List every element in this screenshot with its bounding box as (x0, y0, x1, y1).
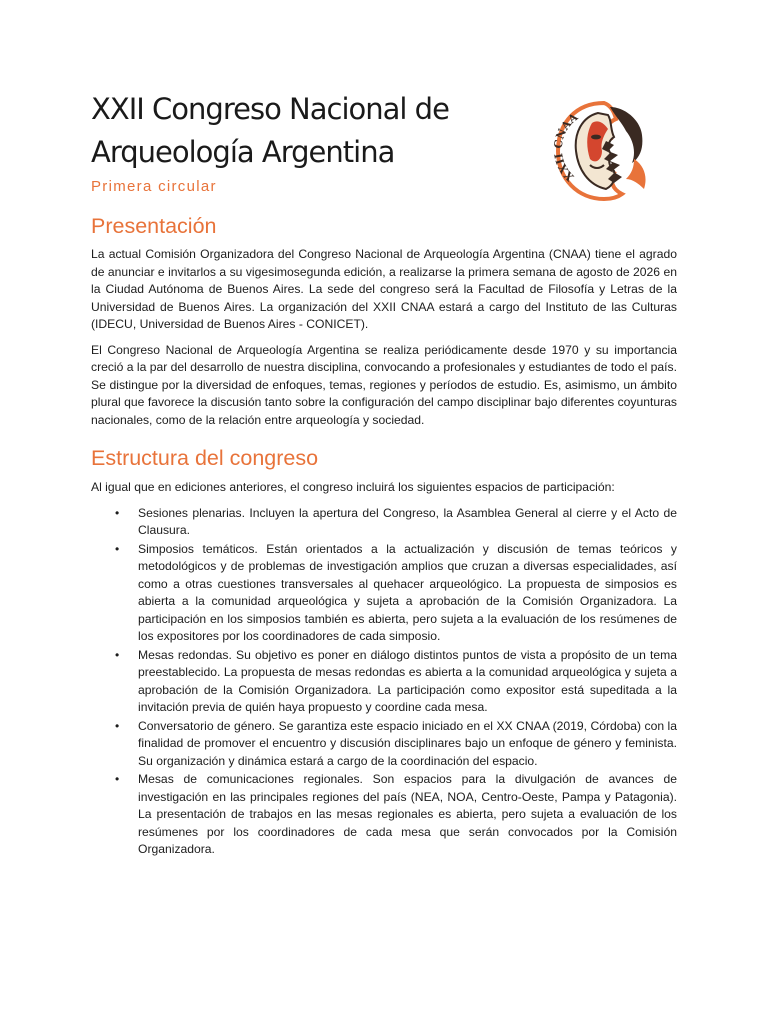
list-item-text: Simposios temáticos. Están orientados a la actualización y discusión de temas teóricos y metodológicos y de problemas de investigación amplios que cruzan a diversas especialidades, así como a otras cuestiones transversales al quehacer arqueológico. La propuesta de simposios es abierta a la comunidad arqueológica y sujeta a aprobación de la Comisión Organizadora. La participación en los simposios también es abierta, pero sujeta a la evaluación de los resúmenes de los expositores por los coordinadores de cada simposio. (138, 541, 677, 643)
cnaa-logo (552, 99, 656, 203)
list-item (115, 541, 677, 646)
document-title-line-2: Arqueología Argentina (91, 135, 395, 169)
list-item-text: Conversatorio de género. Se garantiza este espacio iniciado en el XX CNAA (2019, Córdoba) con la finalidad de promover el encuentro y discusión disciplinares bajo un enfoque de género y feminista. Su organización y dinámica estará a cargo de la coordinación del espacio. (138, 718, 677, 768)
document-title (91, 88, 531, 174)
participation-list (91, 505, 677, 859)
logo-side-wing (626, 159, 646, 189)
list-item (115, 718, 677, 771)
list-item-text: Mesas de comunicaciones regionales. Son espacios para la divulgación de avances de investigación en las principales regiones del país (NEA, NOA, Centro-Oeste, Pampa y Patagonia). La presentación de trabajos en las mesas regionales es abierta, pero sujeta a evaluación de los resúmenes por los coordinadores de cada mesa que serán convocados por la Comisión Organizadora. (138, 772, 677, 856)
bullet-icon: • (115, 647, 120, 662)
section-intro: Al igual que en ediciones anteriores, el congreso incluirá los siguientes espacios de participación: (91, 480, 615, 494)
list-item-text: Mesas redondas. Su objetivo es poner en diálogo distintos puntos de vista a propósito de un tema preestablecido. La propuesta de mesas redondas es abierta a la comunidad arqueológica y sujeta a aprobación de la Comisión Organizadora. La participación como expositor está supeditada a la invitación previa de quién haya propuesto y coordine cada mesa. (138, 647, 677, 714)
list-item (115, 771, 677, 859)
document-title-line-1: XXII Congreso Nacional de (91, 92, 449, 126)
document-header (91, 88, 531, 195)
document-subtitle: Primera circular (91, 178, 217, 195)
document-body (91, 211, 677, 860)
bullet-icon: • (115, 541, 120, 556)
bullet-icon: • (115, 718, 120, 733)
list-item (115, 505, 677, 540)
paragraph: El Congreso Nacional de Arqueología Argentina se realiza periódicamente desde 1970 y su importancia creció a la par del desarrollo de nuestra disciplina, convocando a profesionales y estudiantes de todo el país. Se distingue por la diversidad de enfoques, temas, regiones y períodos de estudio. Es, asimismo, un ámbito plural que favorece la discusión tanto sobre la configuración del campo disciplinar bajo diferentes coyunturas nacionales, como de la relación entre arqueología y sociedad. (91, 342, 677, 427)
list-item (115, 647, 677, 717)
bullet-icon: • (115, 505, 120, 520)
paragraph: La actual Comisión Organizadora del Congreso Nacional de Arqueología Argentina (CNAA) tiene el agrado de anunciar e invitarlos a su vigesimosegunda edición, a realizarse la primera semana de agosto de 2026 en la Ciudad Autónoma de Buenos Aires. La sede del congreso será la Facultad de Filosofía y Letras de la Universidad de Buenos Aires. La organización del XXII CNAA estará a cargo del Instituto de las Culturas (IDECU, Universidad de Buenos Aires - CONICET). (91, 247, 677, 331)
list-item-text: Sesiones plenarias. Incluyen la apertura del Congreso, la Asamblea General al cierre y el Acto de Clausura. (138, 505, 677, 537)
logo-eye (591, 135, 601, 140)
section-heading-presentacion: Presentación (91, 214, 217, 238)
logo-lettering: XXII CNAA (552, 110, 581, 184)
section-heading-estructura: Estructura del congreso (91, 446, 319, 470)
bullet-icon: • (115, 772, 120, 786)
